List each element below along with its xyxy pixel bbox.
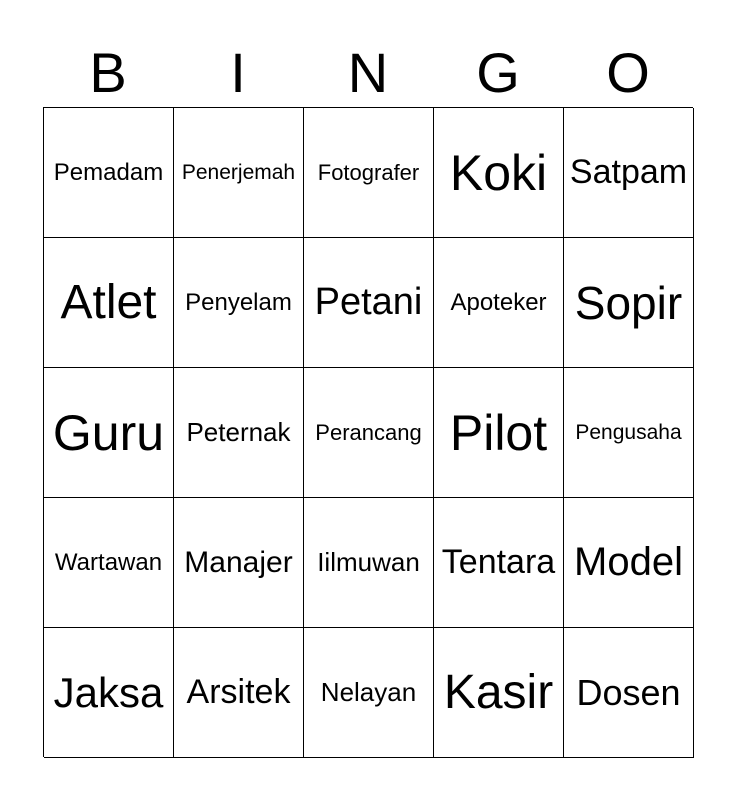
- bingo-cell: Penerjemah: [174, 108, 304, 238]
- header-letter-o: O: [606, 41, 650, 104]
- bingo-cell: Iilmuwan: [304, 498, 434, 628]
- bingo-cell: Kasir: [434, 628, 564, 758]
- bingo-cell: Pilot: [434, 368, 564, 498]
- header-letter-g: G: [476, 41, 520, 104]
- bingo-cell: Pengusaha: [564, 368, 694, 498]
- bingo-cell: Model: [564, 498, 694, 628]
- header-letter-n: N: [347, 41, 389, 104]
- bingo-cell: Atlet: [44, 238, 174, 368]
- bingo-cell: Penyelam: [174, 238, 304, 368]
- bingo-cell: Dosen: [564, 628, 694, 758]
- bingo-card-grid: [43, 107, 693, 757]
- bingo-cell: Manajer: [174, 498, 304, 628]
- bingo-cell: Jaksa: [44, 628, 174, 758]
- bingo-cell: Apoteker: [434, 238, 564, 368]
- bingo-cell: Tentara: [434, 498, 564, 628]
- header-letter-i: I: [230, 41, 246, 104]
- bingo-cell: Wartawan: [44, 498, 174, 628]
- bingo-cell: Sopir: [564, 238, 694, 368]
- bingo-cell: Pemadam: [44, 108, 174, 238]
- bingo-header: [43, 38, 693, 108]
- bingo-cell: Satpam: [564, 108, 694, 238]
- bingo-cell: Peternak: [174, 368, 304, 498]
- bingo-cell: Guru: [44, 368, 174, 498]
- bingo-cell: Nelayan: [304, 628, 434, 758]
- bingo-cell: Arsitek: [174, 628, 304, 758]
- bingo-cell: Petani: [304, 238, 434, 368]
- header-letter-b: B: [89, 41, 127, 104]
- bingo-cell: Perancang: [304, 368, 434, 498]
- bingo-cell: Fotografer: [304, 108, 434, 238]
- bingo-cell: Koki: [434, 108, 564, 238]
